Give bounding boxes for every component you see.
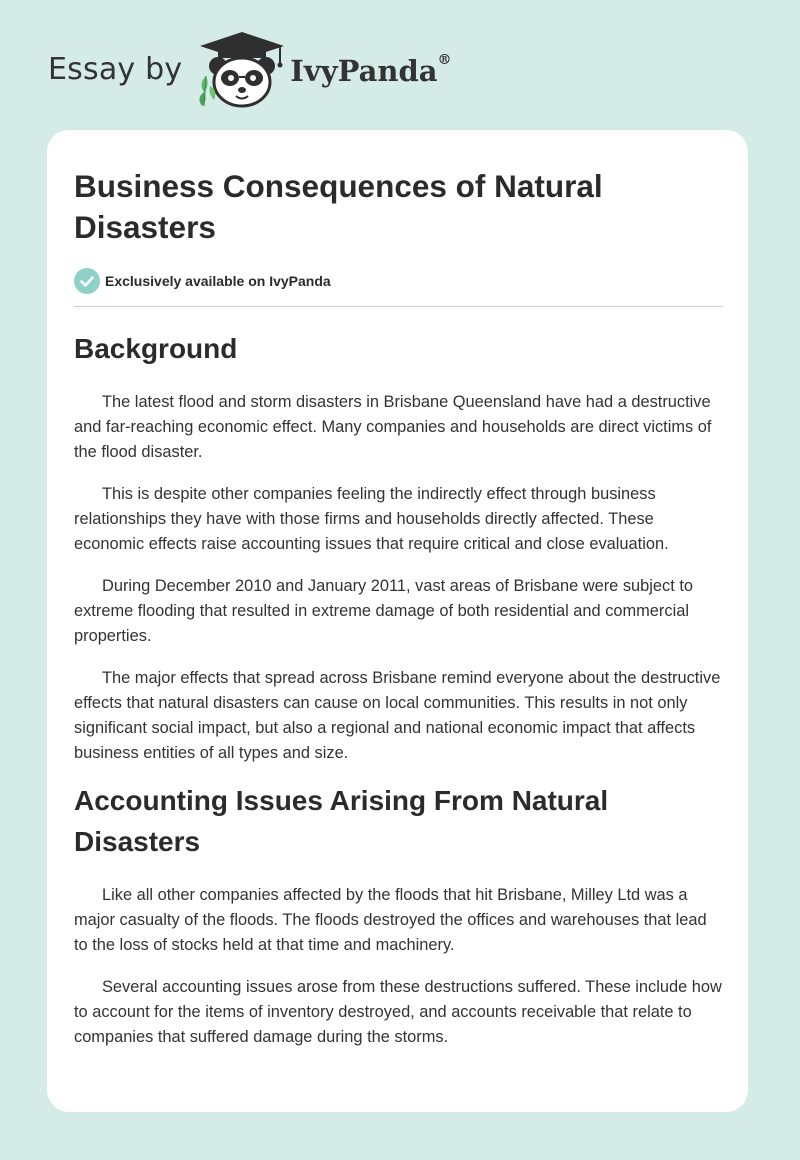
brand-name[interactable]: IvyPanda® xyxy=(290,52,452,88)
registered-mark: ® xyxy=(437,52,452,68)
paragraph: Several accounting issues arose from these destructions suffered. These include how to account for the items of inventory destroyed, and accounts receivable that relate to companies that suffered damage during the storms. xyxy=(74,978,722,1046)
exclusive-badge-text: Exclusively available on IvyPanda xyxy=(105,273,331,289)
section-heading-accounting-issues: Accounting Issues Arising From Natural Disasters xyxy=(74,785,609,857)
paragraph: Like all other companies affected by the floods that hit Brisbane, Milley Ltd was a major casualty of the floods. The floods destroyed the offices and warehouses that lead to the loss of stocks held at that time and machinery. xyxy=(74,886,707,954)
title-divider xyxy=(74,306,723,307)
paragraph: The major effects that spread across Brisbane remind everyone about the destructive effects that natural disasters can cause on local communities. This results in not only significant social impact, but also a regional and national economic impact that affects business entities of all types and size. xyxy=(74,669,721,762)
site-header xyxy=(48,30,452,110)
panda-logo-icon[interactable] xyxy=(196,30,288,110)
essay-card xyxy=(47,130,748,1112)
paragraph: This is despite other companies feeling the indirectly effect through business relationships they have with those firms and households directly affected. These economic effects raise accounting issues that require critical and close evaluation. xyxy=(74,485,669,553)
page-title: Business Consequences of Natural Disasters xyxy=(74,168,603,245)
exclusive-badge xyxy=(74,268,724,294)
paragraph: During December 2010 and January 2011, vast areas of Brisbane were subject to extreme flooding that resulted in extreme damage of both residential and commercial properties. xyxy=(74,577,694,645)
check-badge-icon xyxy=(74,268,100,294)
essay-by-label: Essay by xyxy=(48,51,183,87)
paragraph: The latest flood and storm disasters in Brisbane Queensland have had a destructive and far-reaching economic effect. Many companies and households are direct victims of the flood disaster. xyxy=(74,393,712,461)
essay-content xyxy=(74,130,724,1050)
section-heading-background: Background xyxy=(74,333,238,364)
